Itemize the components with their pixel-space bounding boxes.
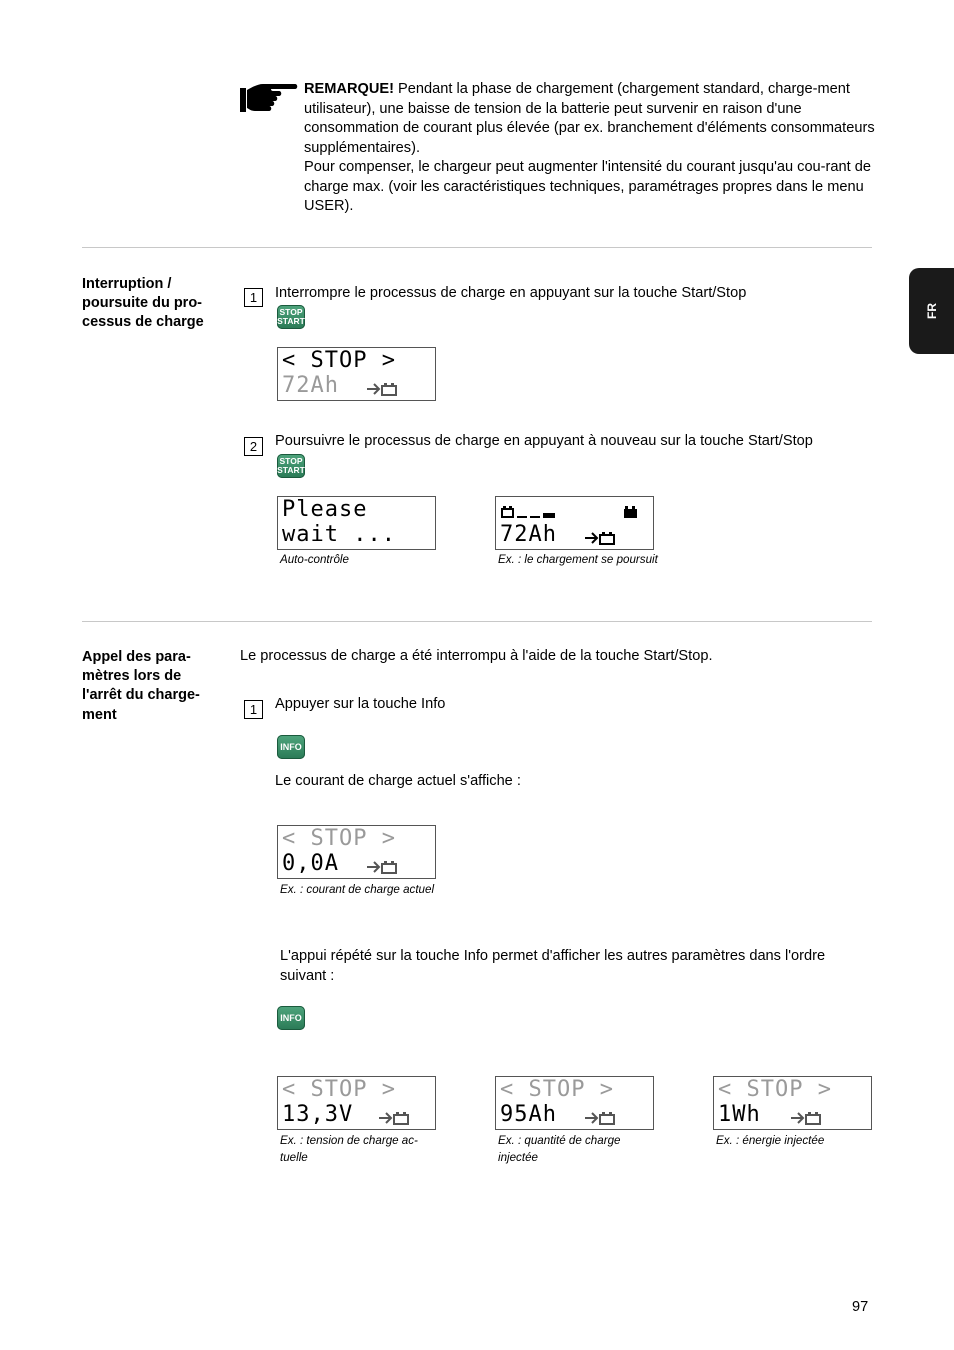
charge-battery-icon: [790, 1110, 824, 1126]
lcd-line-1: Please: [282, 497, 368, 522]
lcd-caption: Ex. : quantité de charge injectée: [498, 1134, 621, 1165]
info-key: [277, 735, 305, 759]
step-text: Appuyer sur la touche Info: [275, 696, 446, 712]
section-heading-parameters: Appel des para-mètres lors de l'arrêt du charge-ment: [82, 649, 200, 723]
lcd-display: [277, 1076, 436, 1130]
lcd-line-2: 13,3V: [282, 1102, 354, 1127]
remark-label: REMARQUE!: [304, 81, 394, 97]
step-text: Poursuivre le processus de charge en appuyant à nouveau sur la touche Start/Stop: [275, 433, 813, 449]
key-label-bottom: START: [277, 316, 305, 326]
lcd-display: [277, 347, 436, 401]
lcd-line-2: 95Ah: [500, 1102, 557, 1127]
step-number: 1: [244, 700, 263, 719]
lcd-caption: Ex. : énergie injectée: [716, 1134, 825, 1147]
key-label-top: STOP: [279, 456, 303, 466]
remark-note: [304, 80, 876, 217]
repeat-text: L'appui répété sur la touche Info permet d'afficher les autres paramètres dans l'ordre suivant :: [280, 948, 826, 984]
lcd-display: [277, 825, 436, 879]
key-label-bottom: START: [277, 465, 305, 475]
lcd-line-1: < STOP >: [282, 1077, 396, 1102]
info-key: [277, 1006, 305, 1030]
info-key-label: INFO: [280, 741, 302, 752]
current-text: Le courant de charge actuel s'affiche :: [275, 773, 521, 789]
charge-battery-icon: [584, 530, 618, 546]
step-number: 2: [244, 437, 263, 456]
lcd-line-2: 1Wh: [718, 1102, 761, 1127]
battery-progress-icon: [500, 503, 650, 521]
charge-battery-icon: [378, 1110, 412, 1126]
lcd-line-2: 72Ah: [500, 522, 557, 547]
lcd-display: [495, 496, 654, 550]
step-number: 1: [244, 288, 263, 307]
lcd-caption: Auto-contrôle: [280, 553, 349, 566]
lcd-line-1: < STOP >: [282, 348, 396, 373]
divider: [82, 621, 872, 622]
divider: [82, 247, 872, 248]
section-heading-interruption: Interruption / poursuite du pro-cessus de charge: [82, 276, 204, 331]
lcd-caption: Ex. : tension de charge ac-tuelle: [280, 1134, 418, 1165]
lcd-line-2: 0,0A: [282, 851, 339, 876]
start-stop-key: [277, 454, 305, 478]
lcd-line-1: < STOP >: [500, 1077, 614, 1102]
info-key-label: INFO: [280, 1012, 302, 1023]
charge-battery-icon: [366, 381, 400, 397]
lcd-caption: Ex. : le chargement se poursuit: [498, 553, 658, 566]
lcd-line-2: wait ...: [282, 522, 396, 547]
lcd-line-2: 72Ah: [282, 373, 339, 398]
lcd-caption: Ex. : courant de charge actuel: [280, 883, 435, 896]
step-text: Interrompre le processus de charge en appuyant sur la touche Start/Stop: [275, 285, 747, 301]
language-tab-label: FR: [925, 303, 939, 319]
lcd-line-1: < STOP >: [282, 826, 396, 851]
pointing-hand-icon: [238, 82, 300, 123]
remark-text-2: Pour compenser, le chargeur peut augmenter l'intensité du courant jusqu'au cou-rant de charge max. (voir les caractéristiques techniques, paramétrages propres dans le menu USER).: [304, 159, 871, 214]
start-stop-key: [277, 305, 305, 329]
lcd-display: [277, 496, 436, 550]
key-label-top: STOP: [279, 307, 303, 317]
page-number: 97: [852, 1299, 869, 1315]
lcd-display: [495, 1076, 654, 1130]
intro-text: Le processus de charge a été interrompu à l'aide de la touche Start/Stop.: [240, 648, 713, 664]
language-tab: [909, 268, 954, 354]
charge-battery-icon: [366, 859, 400, 875]
remark-text-1: Pendant la phase de chargement (chargement standard, charge-ment utilisateur), une baisse de tension de la batterie peut survenir en raison d'une consommation de courant plus élevée (par ex. branchement d'éléments consommateurs supplémentaires).: [304, 81, 875, 156]
lcd-display: [713, 1076, 872, 1130]
charge-battery-icon: [584, 1110, 618, 1126]
lcd-line-1: < STOP >: [718, 1077, 832, 1102]
